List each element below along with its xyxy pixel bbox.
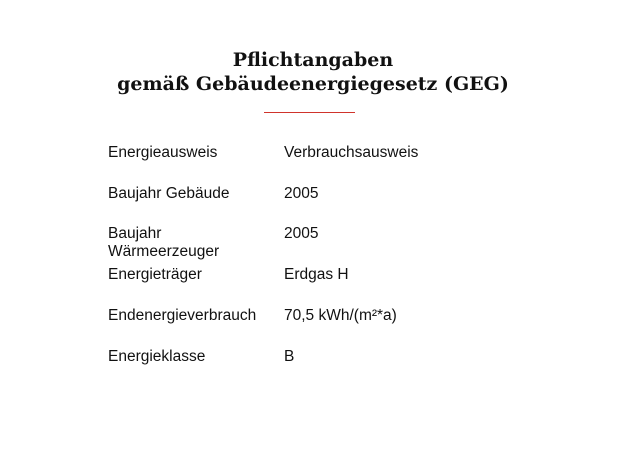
fact-value: Verbrauchsausweis [284,144,419,161]
fact-value: 2005 [284,185,319,202]
title-line-2: gemäß Gebäudeenergiegesetz (GEG) [117,73,509,95]
fact-label-line-2: Wärmeerzeuger [108,243,220,260]
fact-value: 70,5 kWh/(m²*a) [284,307,397,324]
fact-label: Endenergieverbrauch [108,307,257,324]
fact-label: Energieträger [108,266,202,283]
fact-value: 2005 [284,225,319,242]
fact-label: Energieausweis [108,144,218,161]
fact-label: Energieklasse [108,348,206,365]
fact-label: Baujahr Gebäude [108,185,230,202]
title-line-1: Pflichtangaben [232,49,394,71]
fact-label-line-1: Baujahr [108,225,162,242]
fact-value: B [284,348,295,365]
fact-value: Erdgas H [284,266,349,283]
fact-label [108,225,278,261]
